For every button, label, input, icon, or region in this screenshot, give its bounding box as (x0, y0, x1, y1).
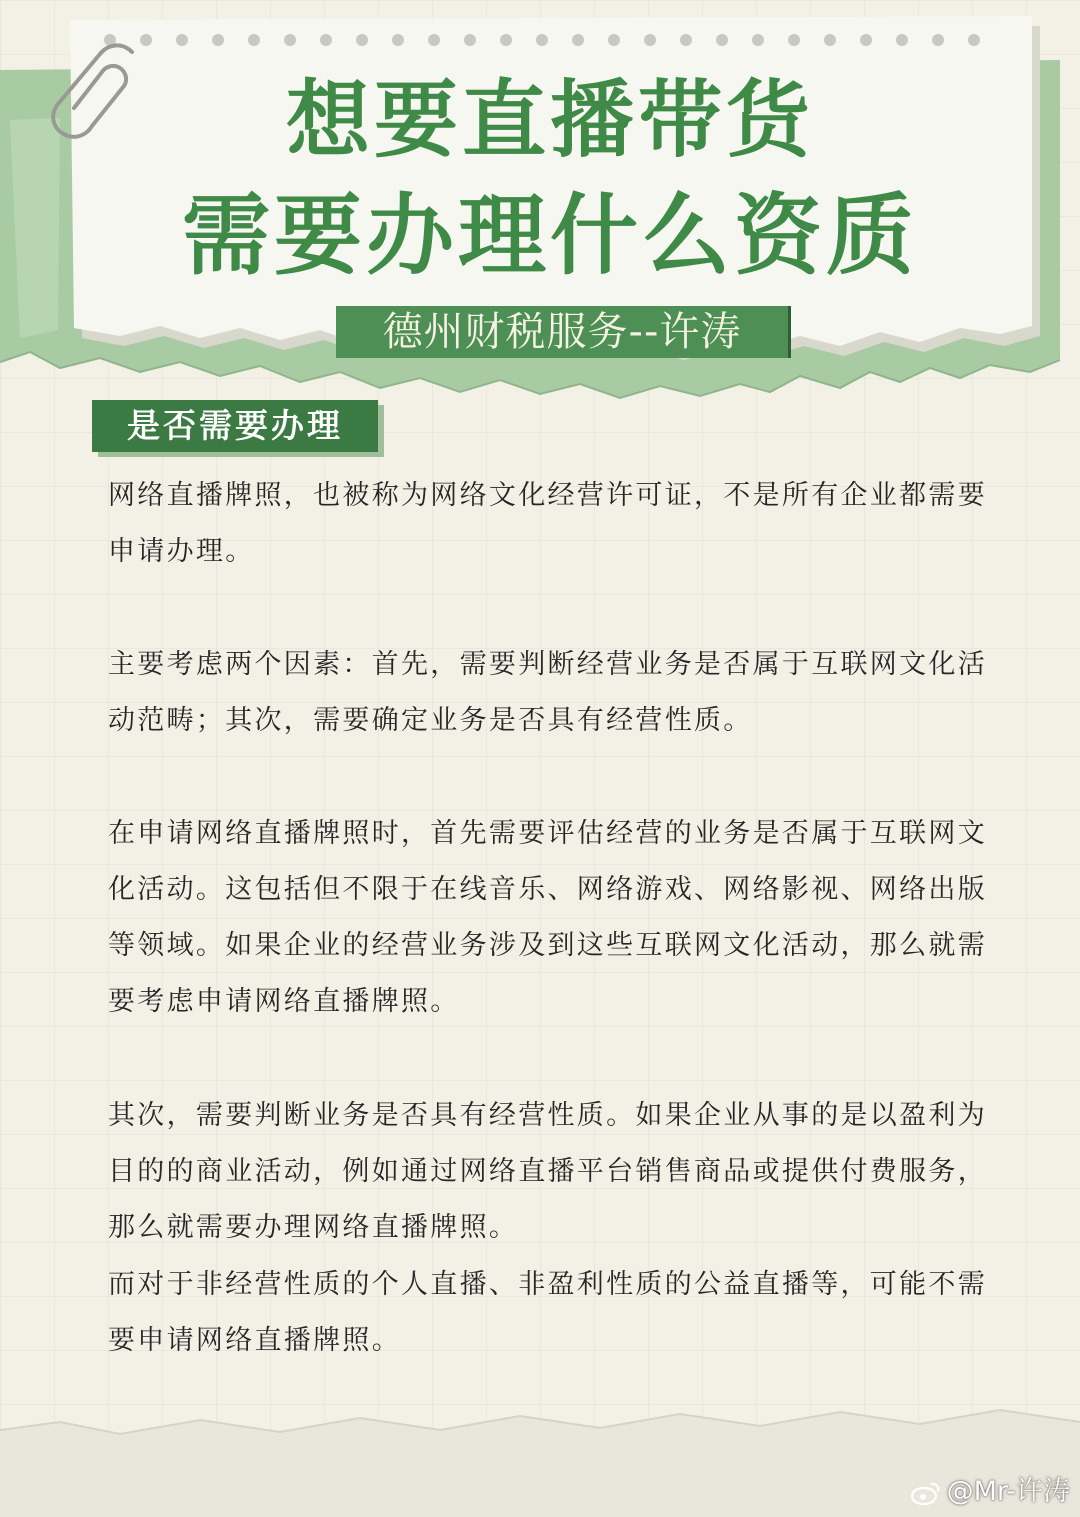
paragraph-4: 其次，需要判断业务是否具有经营性质。如果企业从事的是以盈利为目的的商业活动，例如通过网络直播平台销售商品或提供付费服务，那么就需要办理网络直播牌照。 (108, 1100, 987, 1243)
watermark (911, 1474, 1070, 1510)
section-tag-label: 是否需要办理 (127, 406, 343, 445)
subtitle-text: 德州财税服务--许涛 (382, 309, 742, 355)
main-title-line-2: 需要办理什么资质 (181, 184, 918, 287)
subtitle-banner (336, 306, 791, 358)
paragraph-2: 主要考虑两个因素：首先，需要判断经营业务是否属于互联网文化活动范畴；其次，需要确定业务是否具有经营性质。 (108, 649, 987, 736)
weibo-icon (911, 1480, 941, 1506)
section-tag (92, 400, 378, 452)
paragraph-1: 网络直播牌照，也被称为网络文化经营许可证，不是所有企业都需要申请办理。 (108, 480, 987, 567)
main-title-line-1: 想要直播带货 (285, 71, 814, 169)
header-banner (0, 0, 1080, 460)
paragraph-3: 在申请网络直播牌照时，首先需要评估经营的业务是否属于互联网文化活动。这包括但不限于在线音乐、网络游戏、网络影视、网络出版等领域。如果企业的经营业务涉及到这些互联网文化活动，那么就需要考虑申请网络直播牌照。 (108, 818, 987, 1017)
watermark-text: @Mr-许涛 (946, 1476, 1070, 1507)
paragraph-5: 而对于非经营性质的个人直播、非盈利性质的公益直播等，可能不需要申请网络直播牌照。 (108, 1269, 987, 1356)
